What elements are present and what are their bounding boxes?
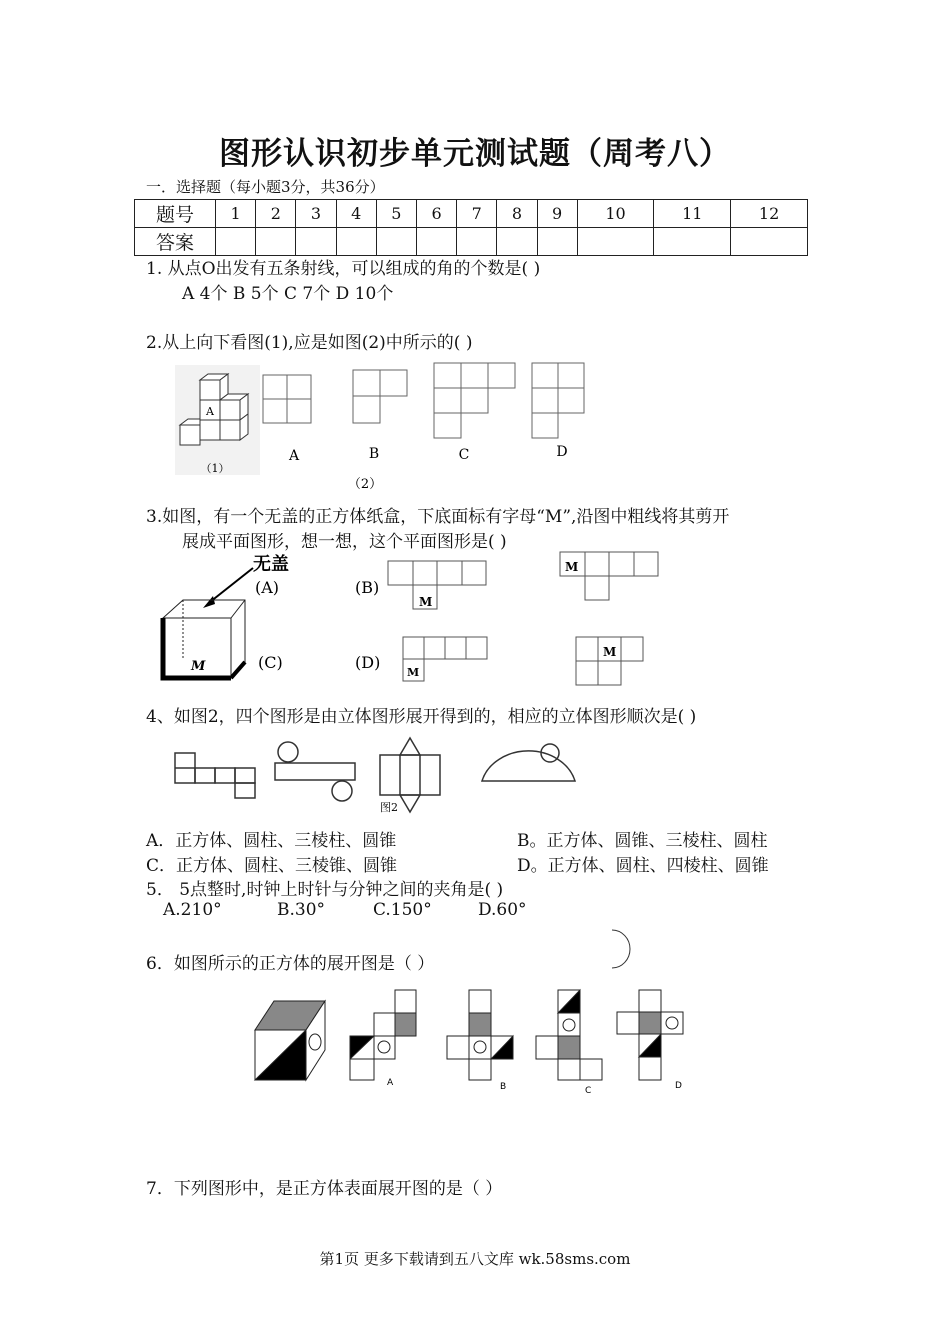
page-title: 图形认识初步单元测试题（周考八） [219,136,731,172]
q2-fig1-label: （1） [200,462,230,475]
option-C-grid [434,363,515,388]
answer-cell[interactable] [537,228,577,256]
wugai-label: 无盖 [253,554,289,575]
answer-cell[interactable] [296,228,336,256]
option-A: A.210° [163,900,222,920]
label-D: D [556,444,568,460]
label-A: A [387,1078,394,1088]
net-letter: M [565,560,579,574]
option-C: C．正方体、圆柱、三棱锥、圆锥 [146,856,398,876]
table-cell: 9 [537,200,577,228]
answer-cell[interactable] [256,228,296,256]
q3-figure [155,550,675,685]
answer-cell[interactable] [654,228,731,256]
table-cell: 4 [336,200,376,228]
label-C: C [585,1086,592,1096]
label-B: B [368,446,380,462]
question-4: 4、如图2，四个图形是由立体图形展开得到的，相应的立体图形顺次是( ) [146,707,697,727]
table-cell: 12 [731,200,808,228]
table-head: 题号 [135,200,216,228]
stray-arc [608,928,638,970]
label-C: (C) [258,653,283,672]
option-A: A．正方体、圆柱、三棱柱、圆锥 [146,831,397,851]
table-cell: 2 [256,200,296,228]
table-cell: 1 [216,200,256,228]
q4-figure [170,735,590,815]
label-C: C [458,447,470,463]
table-cell: 5 [376,200,416,228]
table-cell: 3 [296,200,336,228]
table-row [135,200,808,228]
table-cell: 8 [497,200,537,228]
answer-cell[interactable] [376,228,416,256]
label-D: (D) [355,653,381,672]
cube-letter: M [191,659,206,674]
answer-cell[interactable] [457,228,497,256]
label-B: B [500,1082,507,1092]
answer-table [134,199,808,256]
label-B: (B) [355,578,380,597]
question-6: 6．如图所示的正方体的展开图是（ ） [146,954,435,974]
q6-figure [250,988,700,1098]
label-D: D [675,1081,682,1091]
answer-cell[interactable] [416,228,456,256]
q2-fig1-letter: A [206,405,214,418]
table-cell: 11 [654,200,731,228]
answer-cell[interactable] [497,228,537,256]
table-cell: 10 [577,200,654,228]
net-letter: M [407,666,420,679]
table-head: 答案 [135,228,216,256]
answer-cell[interactable] [731,228,808,256]
question-1: 1. 从点O出发有五条射线，可以组成的角的个数是( ) [146,259,541,279]
option-C: C.150° [373,900,432,920]
option-D: D。正方体、圆柱、四棱柱、圆锥 [517,856,769,876]
net-letter: M [603,645,617,659]
q2-fig2-label: （2） [347,477,383,492]
option-D: D.60° [478,900,527,920]
page-footer: 第1页 更多下载请到五八文库 wk.58sms.com [319,1250,631,1268]
section-heading: 一．选择题（每小题3分，共36分） [146,178,385,196]
question-2: 2.从上向下看图(1),应是如图(2)中所示的( ) [146,333,473,353]
fig-label: 图2 [380,801,398,814]
net-letter: M [419,595,433,609]
question-7: 7．下列图形中，是正方体表面展开图的是（ ） [146,1179,503,1199]
question-5: 5． 5点整时,时钟上时针与分钟之间的夹角是( ) [146,880,504,900]
table-row [135,228,808,256]
option-B: B。正方体、圆锥、三棱柱、圆柱 [517,831,768,851]
table-cell: 7 [457,200,497,228]
option-B: B.30° [277,900,326,920]
question-1-options: A 4个 B 5个 C 7个 D 10个 [182,284,394,304]
answer-cell[interactable] [577,228,654,256]
answer-cell[interactable] [216,228,256,256]
q2-figure [170,360,630,500]
label-A: (A) [255,578,280,597]
answer-cell[interactable] [336,228,376,256]
label-A: A [288,448,300,464]
table-cell: 6 [416,200,456,228]
question-3: 3.如图，有一个无盖的正方体纸盒，下底面标有字母“M”,沿图中粗线将其剪开 [146,507,730,527]
question-3-line2: 展成平面图形，想一想，这个平面图形是( ) [182,532,507,552]
